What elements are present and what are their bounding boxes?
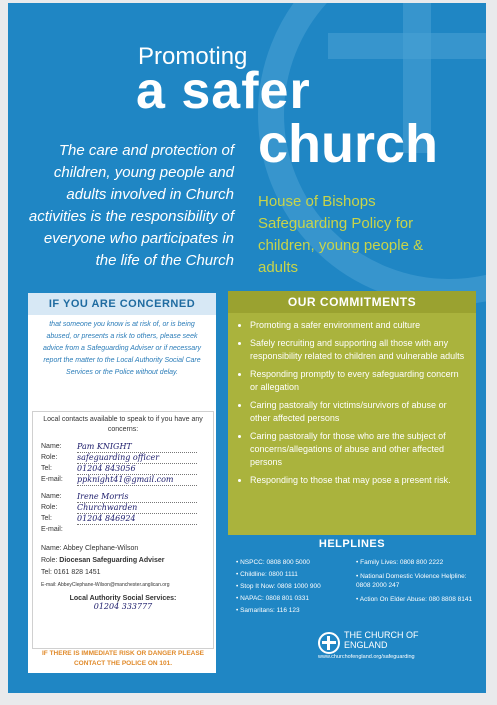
list-item: • National Domestic Violence Helpline: 0808 2000 247: [356, 573, 467, 589]
title-line-2: a safer: [136, 62, 311, 120]
title-line-1: Promoting: [138, 43, 248, 70]
diocesan-officer: [33, 543, 213, 591]
list-item: • Action On Elder Abuse: 080 8808 8141: [356, 596, 473, 603]
list-item: • Caring pastorally for those who are the subject of concerns/allegations of abuse and other affected persons: [250, 430, 468, 469]
list-item: • Responding promptly to every safeguarding concern or allegation: [250, 368, 468, 394]
list-item: • Samaritans: 116 123: [236, 607, 300, 614]
label: Name:: [41, 443, 62, 450]
policy-title: House of Bishops Safeguarding Policy for children, young people & adults: [258, 193, 424, 276]
contact-tel: 01204 846924: [77, 513, 197, 525]
list-item: • Safely recruiting and supporting all those with any responsibility related to children and vulnerable adults: [250, 337, 468, 363]
officer-tel: Tel: 0161 828 1451: [41, 569, 101, 576]
contact-name: Pam KNIGHT: [77, 441, 197, 453]
list-item: • Responding to those that may pose a present risk.: [250, 474, 468, 487]
contact-1: [33, 441, 213, 485]
police-notice: IF THERE IS IMMEDIATE RISK OR DANGER PLEASE CONTACT THE POLICE ON 101.: [41, 650, 205, 667]
officer-role: Diocesan Safeguarding Adviser: [59, 557, 165, 564]
label: Name:: [41, 493, 62, 500]
list-item: • NSPCC: 0808 800 5000: [236, 559, 310, 566]
commitments-panel: [228, 291, 476, 535]
helplines-heading: HELPLINES: [318, 538, 386, 550]
contact-email: ppknight41@gmail.com: [77, 474, 197, 486]
helplines: [228, 538, 476, 688]
concern-text: that someone you know is at risk of, or is being abused, or presents a risk to others, please seek advice from a Safeguarding Adviser or if necessary report the matter to the Local Authority Social Care Services or the Police without delay.: [42, 321, 202, 376]
helplines-right: [356, 558, 474, 604]
label: E-mail:: [41, 526, 63, 533]
list-item: • Caring pastorally for victims/survivors of abuse or other affected persons: [250, 399, 468, 425]
social-services-number: 01204 333777: [93, 602, 153, 611]
contact-2: [33, 491, 213, 535]
concern-panel: [28, 293, 216, 673]
list-item: • Promoting a safer environment and culture: [250, 319, 468, 332]
label: Tel:: [41, 515, 52, 522]
label: Tel:: [41, 465, 52, 472]
safeguarding-url: www.churchofengland.org/safeguarding: [318, 654, 415, 660]
contact-email: [77, 524, 197, 525]
church-logo-cross-horizontal: [328, 33, 486, 59]
commitments-list: [228, 313, 476, 487]
contact-role: Churchwarden: [77, 502, 197, 514]
label: Role:: [41, 504, 58, 511]
local-contacts-card: [32, 411, 214, 649]
intro-text: The care and protection of children, young people and adults involved in Church activities is the responsibility of everyone who participates in the life of the Church: [28, 142, 234, 269]
commitments-heading: OUR COMMITMENTS: [228, 291, 476, 313]
list-item: • NAPAC: 0808 801 0331: [236, 595, 309, 602]
org-name: THE CHURCH OF ENGLAND: [344, 630, 419, 650]
list-item: • Stop It Now: 0808 1000 900: [236, 583, 321, 590]
label: E-mail:: [41, 476, 63, 483]
cross-icon: [318, 632, 340, 654]
social-services-title: Local Authority Social Services:: [69, 595, 177, 602]
contact-name: Irene Morris: [77, 491, 197, 503]
title-line-3: church: [258, 114, 439, 174]
officer-role-row: [33, 555, 213, 567]
list-item: • Childline: 0800 1111: [236, 571, 298, 578]
list-item: • Family Lives: 0808 800 2222: [356, 559, 444, 566]
label: Role:: [41, 557, 58, 564]
label: Role:: [41, 454, 58, 461]
contacts-intro: Local contacts available to speak to if you have any concerns:: [43, 416, 203, 433]
concern-heading: IF YOU ARE CONCERNED: [28, 293, 216, 315]
contact-tel: 01204 843056: [77, 463, 197, 475]
contact-role: safeguarding officer: [77, 452, 197, 464]
poster: [8, 3, 486, 693]
officer-name: Name: Abbey Clephane-Wilson: [41, 545, 139, 552]
officer-email: E-mail: AbbeyClephane-Wilson@manchester.anglican.org: [41, 582, 170, 588]
helplines-left: [236, 558, 351, 615]
